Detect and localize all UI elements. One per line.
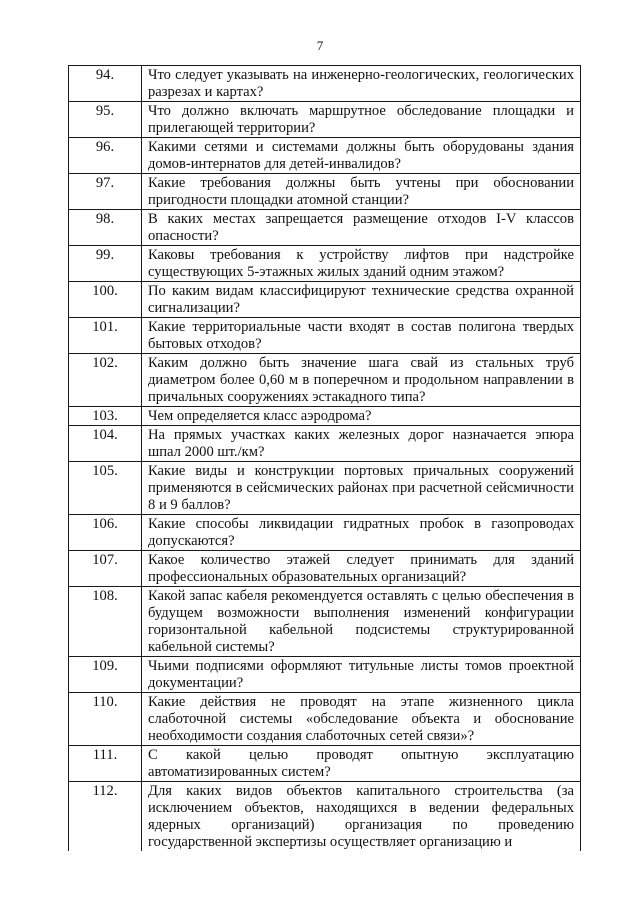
questions-table xyxy=(68,65,581,851)
table-row xyxy=(69,551,581,587)
question-number: 94. xyxy=(69,66,142,102)
question-number: 104. xyxy=(69,426,142,462)
table-row xyxy=(69,657,581,693)
question-text: Каким должно быть значение шага свай из стальных труб диаметром более 0,60 м в поперечном и продольном направлении в причальных сооружениях эстакадного типа? xyxy=(142,354,581,407)
question-text: Для каких видов объектов капитального строительства (за исключением объектов, находящихся в ведении федеральных ядерных организаций) организация по проведению государственной экспертизы осуществляет организацию и xyxy=(142,782,581,852)
table-row xyxy=(69,138,581,174)
table-row xyxy=(69,587,581,657)
question-text: Чьими подписями оформляют титульные листы томов проектной документации? xyxy=(142,657,581,693)
table-row xyxy=(69,318,581,354)
question-text: Какие виды и конструкции портовых причальных сооружений применяются в сейсмических районах при расчетной сейсмичности 8 и 9 баллов? xyxy=(142,462,581,515)
question-text: Какие требования должны быть учтены при обосновании пригодности площадки атомной станции? xyxy=(142,174,581,210)
question-text: Какой запас кабеля рекомендуется оставлять с целью обеспечения в будущем возможности выполнения изменений конфигурации горизонтальной кабельной подсистемы структурированной кабельной системы? xyxy=(142,587,581,657)
question-number: 111. xyxy=(69,746,142,782)
table-row xyxy=(69,462,581,515)
question-text: Что следует указывать на инженерно-геологических, геологических разрезах и картах? xyxy=(142,66,581,102)
table-row xyxy=(69,246,581,282)
question-number: 110. xyxy=(69,693,142,746)
question-text: По каким видам классифицируют технические средства охранной сигнализации? xyxy=(142,282,581,318)
question-number: 102. xyxy=(69,354,142,407)
question-text: Какими сетями и системами должны быть оборудованы здания домов-интернатов для детей-инвалидов? xyxy=(142,138,581,174)
question-text: В каких местах запрещается размещение отходов I-V классов опасности? xyxy=(142,210,581,246)
question-number: 99. xyxy=(69,246,142,282)
question-text: Чем определяется класс аэродрома? xyxy=(142,407,581,426)
table-row xyxy=(69,66,581,102)
question-text: Какое количество этажей следует принимать для зданий профессиональных образовательных организаций? xyxy=(142,551,581,587)
table-row xyxy=(69,515,581,551)
question-number: 112. xyxy=(69,782,142,852)
table-row xyxy=(69,407,581,426)
question-number: 109. xyxy=(69,657,142,693)
table-row xyxy=(69,174,581,210)
question-number: 100. xyxy=(69,282,142,318)
question-number: 101. xyxy=(69,318,142,354)
questions-table-body xyxy=(69,66,581,852)
question-number: 106. xyxy=(69,515,142,551)
table-row xyxy=(69,102,581,138)
question-text: Какие способы ликвидации гидратных пробок в газопроводах допускаются? xyxy=(142,515,581,551)
table-row xyxy=(69,354,581,407)
question-number: 96. xyxy=(69,138,142,174)
table-row xyxy=(69,426,581,462)
table-row xyxy=(69,782,581,852)
question-number: 95. xyxy=(69,102,142,138)
question-number: 108. xyxy=(69,587,142,657)
table-row xyxy=(69,693,581,746)
question-number: 103. xyxy=(69,407,142,426)
question-text: С какой целью проводят опытную эксплуатацию автоматизированных систем? xyxy=(142,746,581,782)
question-text: Каковы требования к устройству лифтов при надстройке существующих 5-этажных жилых зданий одним этажом? xyxy=(142,246,581,282)
question-number: 105. xyxy=(69,462,142,515)
question-text: На прямых участках каких железных дорог назначается эпюра шпал 2000 шт./км? xyxy=(142,426,581,462)
question-text: Какие территориальные части входят в состав полигона твердых бытовых отходов? xyxy=(142,318,581,354)
question-text: Какие действия не проводят на этапе жизненного цикла слаботочной системы «обследование объекта и обоснование необходимости создания слаботочных сетей связи»? xyxy=(142,693,581,746)
question-number: 107. xyxy=(69,551,142,587)
table-row xyxy=(69,282,581,318)
table-row xyxy=(69,210,581,246)
question-number: 97. xyxy=(69,174,142,210)
page-number: 7 xyxy=(316,38,324,53)
question-number: 98. xyxy=(69,210,142,246)
question-text: Что должно включать маршрутное обследование площадки и прилегающей территории? xyxy=(142,102,581,138)
table-row xyxy=(69,746,581,782)
